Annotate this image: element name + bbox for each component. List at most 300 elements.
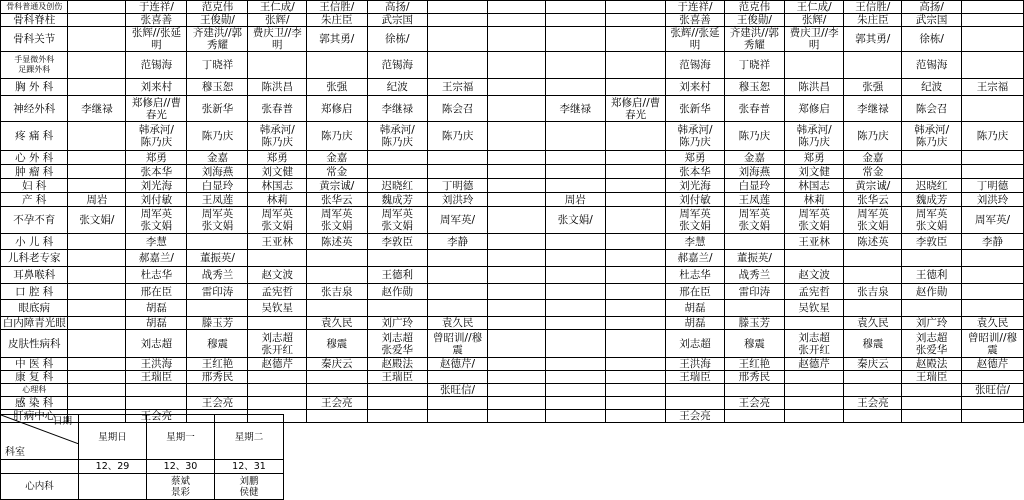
- schedule-row: [1, 234, 1024, 250]
- doctor-cell: [68, 52, 126, 79]
- doctor-cell: [902, 300, 962, 317]
- doctor-cell: [605, 384, 665, 397]
- doctor-cell: 郝嘉兰/: [666, 250, 725, 267]
- doctor-cell: 袁久民: [961, 317, 1023, 330]
- doctor-cell: [902, 250, 962, 267]
- doctor-cell: 王亚林: [784, 234, 843, 250]
- doctor-cell: 王凤莲: [724, 193, 784, 207]
- doctor-cell: 王洪海: [666, 358, 725, 371]
- doctor-cell: [427, 397, 487, 410]
- doctor-cell: [902, 410, 962, 423]
- date-sunday: 12、29: [79, 460, 147, 474]
- doctor-cell: 范锡海: [126, 52, 187, 79]
- doctor-cell: [605, 122, 665, 151]
- schedule-row: [1, 193, 1024, 207]
- doctor-cell: [488, 234, 545, 250]
- doctor-cell: 齐建洪//郭秀耀: [724, 27, 784, 52]
- doctor-cell: 袁久民: [427, 317, 487, 330]
- doctor-cell: 于连祥/: [666, 1, 725, 14]
- doctor-cell: 张喜善: [666, 14, 725, 27]
- doctor-cell: [488, 52, 545, 79]
- doctor-cell: 李继禄: [844, 96, 902, 122]
- doctor-cell: [488, 79, 545, 96]
- doctor-cell: [545, 330, 605, 358]
- doctor-cell: 董振英/: [724, 250, 784, 267]
- doctor-cell: [367, 410, 427, 423]
- doctor-cell: [605, 79, 665, 96]
- doctor-cell: [784, 317, 843, 330]
- doctor-cell: [307, 410, 367, 423]
- doctor-cell: 张新华: [187, 96, 248, 122]
- doctor-cell: 雷印涛: [724, 284, 784, 300]
- doctor-cell: 邢秀民: [187, 371, 248, 384]
- doctor-cell: 王瑞臣: [126, 371, 187, 384]
- doctor-cell: 郑修启: [307, 96, 367, 122]
- doctor-cell: 常金: [307, 165, 367, 179]
- doctor-cell: 于连祥/: [126, 1, 187, 14]
- doctor-cell: 韩承河/ 陈乃庆: [784, 122, 843, 151]
- schedule-row: [1, 122, 1024, 151]
- department-name: 手显微外科 足踝外科: [1, 52, 68, 79]
- doctor-cell: 李静: [427, 234, 487, 250]
- doctor-cell: [666, 397, 725, 410]
- doctor-cell: [367, 384, 427, 397]
- doctor-cell: 王德利: [367, 267, 427, 284]
- doctor-cell: 王瑞臣: [666, 371, 725, 384]
- doctor-cell: [545, 250, 605, 267]
- doctor-cell: [605, 193, 665, 207]
- department-name: 骨科脊柱: [1, 14, 68, 27]
- doctor-cell: 费庆卫//李明: [248, 27, 307, 52]
- schedule-row: [1, 371, 1024, 384]
- doctor-cell: 赵德芹: [961, 358, 1023, 371]
- doctor-cell: 常金: [844, 165, 902, 179]
- schedule-row: [1, 384, 1024, 397]
- department-name: 皮肤性病科: [1, 330, 68, 358]
- doctor-cell: [545, 384, 605, 397]
- doctor-cell: 王俊勋/: [187, 14, 248, 27]
- doctor-cell: [784, 384, 843, 397]
- doctor-cell: 周军英 张文娟: [307, 207, 367, 234]
- doctor-cell: [187, 384, 248, 397]
- doctor-cell: 王会亮: [187, 397, 248, 410]
- doctor-cell: [427, 27, 487, 52]
- doctor-cell: [488, 284, 545, 300]
- doctor-cell: 孟宪哲: [248, 284, 307, 300]
- doctor-cell: 滕玉芳: [187, 317, 248, 330]
- doctor-cell: [784, 410, 843, 423]
- doctor-cell: 穆玉恕: [187, 79, 248, 96]
- doctor-cell: 王仁成/: [784, 1, 843, 14]
- department-name: 心理科: [1, 384, 68, 397]
- doctor-cell: 郑修启: [784, 96, 843, 122]
- doctor-cell: 王会亮: [666, 410, 725, 423]
- doctor-cell: [488, 358, 545, 371]
- doctor-cell: 穆震: [307, 330, 367, 358]
- doctor-cell: [666, 384, 725, 397]
- doctor-cell: [68, 250, 126, 267]
- doctor-cell: [605, 317, 665, 330]
- doctor-cell: [367, 397, 427, 410]
- doctor-cell: [605, 371, 665, 384]
- doctor-cell: 王信胜/: [844, 1, 902, 14]
- doctor-cell: 杜志华: [666, 267, 725, 284]
- doctor-cell: [545, 52, 605, 79]
- doctor-cell: [961, 300, 1023, 317]
- doctor-cell: 林国志: [248, 179, 307, 193]
- schedule-row: [1, 330, 1024, 358]
- doctor-cell: [724, 410, 784, 423]
- doctor-cell: 张文娟/: [68, 207, 126, 234]
- doctor-cell: [961, 1, 1023, 14]
- doctor-cell: 韩承河/ 陈乃庆: [902, 122, 962, 151]
- doctor-cell: 陈洪昌: [784, 79, 843, 96]
- doctor-cell: 刘广玲: [902, 317, 962, 330]
- doctor-cell: [545, 371, 605, 384]
- doctor-cell: 朱庄臣: [844, 14, 902, 27]
- doctor-cell: [427, 284, 487, 300]
- doctor-cell: [545, 14, 605, 27]
- doctor-cell: 李敦臣: [367, 234, 427, 250]
- doctor-cell: [784, 52, 843, 79]
- doctor-cell: 迟晓红: [902, 179, 962, 193]
- doctor-cell: [961, 165, 1023, 179]
- doctor-cell: 周军英 张文娟: [248, 207, 307, 234]
- doctor-cell: 赵德芹: [784, 358, 843, 371]
- corner-date-label: 日期: [52, 416, 72, 427]
- doctor-cell: [307, 52, 367, 79]
- doctor-cell: 胡磊: [666, 300, 725, 317]
- doctor-cell: [961, 250, 1023, 267]
- doctor-cell: 王会亮: [844, 397, 902, 410]
- doctor-cell: 陈述英: [844, 234, 902, 250]
- doctor-cell: [307, 371, 367, 384]
- doctor-cell: 范克伟: [187, 1, 248, 14]
- doctor-cell: 韩承河/ 陈乃庆: [666, 122, 725, 151]
- department-name: 肝病中心: [1, 410, 68, 423]
- doctor-cell: 刘海燕: [724, 165, 784, 179]
- doctor-cell: [844, 384, 902, 397]
- doctor-cell: 王宗福: [961, 79, 1023, 96]
- doctor-cell: 陈会召: [902, 96, 962, 122]
- doctor-cell: [545, 151, 605, 165]
- doctor-cell: [545, 317, 605, 330]
- doctor-cell: [488, 317, 545, 330]
- doctor-cell: 周岩: [545, 193, 605, 207]
- doctor-cell: [605, 27, 665, 52]
- doctor-cell: 曾昭训//穆震: [427, 330, 487, 358]
- doctor-cell: [844, 52, 902, 79]
- doctor-cell: 胡磊: [666, 317, 725, 330]
- doctor-cell: 周军英 张文娟: [724, 207, 784, 234]
- doctor-cell: [488, 250, 545, 267]
- doctor-cell: [545, 267, 605, 284]
- doctor-cell: 刘来村: [666, 79, 725, 96]
- doctor-cell: 周军英/: [961, 207, 1023, 234]
- doctor-cell: [248, 250, 307, 267]
- doctor-cell: 范锡海: [902, 52, 962, 79]
- doctor-cell: 王瑞臣: [902, 371, 962, 384]
- doctor-cell: [605, 151, 665, 165]
- doctor-cell: 魏成芳: [367, 193, 427, 207]
- doctor-cell: 穆玉恕: [724, 79, 784, 96]
- department-name: 胸 外 科: [1, 79, 68, 96]
- corner-dept-label: 科室: [5, 447, 25, 458]
- doctor-cell: [68, 1, 126, 14]
- schedule-row: [1, 207, 1024, 234]
- doctor-cell: 张本华: [666, 165, 725, 179]
- department-name: 眼底病: [1, 300, 68, 317]
- department-name: 中 医 科: [1, 358, 68, 371]
- doctor-cell: 王会亮: [724, 397, 784, 410]
- doctor-cell: [367, 250, 427, 267]
- doctor-cell: [545, 122, 605, 151]
- doctor-cell: [68, 165, 126, 179]
- doctor-cell: 张辉/: [248, 14, 307, 27]
- doctor-cell: [605, 267, 665, 284]
- doctor-cell: 陈乃庆: [427, 122, 487, 151]
- doctor-cell: [68, 397, 126, 410]
- doctor-cell: 袁久民: [844, 317, 902, 330]
- doctor-cell: 韩承河/ 陈乃庆: [367, 122, 427, 151]
- schedule-row: [1, 250, 1024, 267]
- doctor-cell: 白显玲: [724, 179, 784, 193]
- doctor-cell: 刘光海: [126, 179, 187, 193]
- doctor-cell: 王信胜/: [307, 1, 367, 14]
- doctor-cell: 曾昭训//穆震: [961, 330, 1023, 358]
- doctor-cell: 郭其勇/: [307, 27, 367, 52]
- department-name: 感 染 科: [1, 397, 68, 410]
- doctor-cell: 徐栋/: [902, 27, 962, 52]
- doctor-cell: [68, 284, 126, 300]
- doctor-cell: 武宗国: [367, 14, 427, 27]
- doctor-cell: [367, 300, 427, 317]
- doctor-cell: 刘志超: [666, 330, 725, 358]
- doctor-cell: 刘来村: [126, 79, 187, 96]
- doctor-cell: 周军英 张文娟: [367, 207, 427, 234]
- doctor-cell: [961, 267, 1023, 284]
- doctor-cell: 高扬/: [367, 1, 427, 14]
- doctor-cell: 赵德芹/: [427, 358, 487, 371]
- doctor-cell: 王红艳: [724, 358, 784, 371]
- doctor-cell: 雷印涛: [187, 284, 248, 300]
- doctor-cell: 李慧: [126, 234, 187, 250]
- doctor-cell: 张吉泉: [307, 284, 367, 300]
- doctor-cell: 郭其勇/: [844, 27, 902, 52]
- doctor-cell: 李慧: [666, 234, 725, 250]
- doctor-cell: 王红艳: [187, 358, 248, 371]
- doctor-cell: [545, 397, 605, 410]
- department-name: 耳鼻喉科: [1, 267, 68, 284]
- doctor-cell: [427, 267, 487, 284]
- doctor-cell: [427, 1, 487, 14]
- doctor-cell: [367, 165, 427, 179]
- doctor-cell: [68, 179, 126, 193]
- doctor-cell: 金嘉: [724, 151, 784, 165]
- doctor-cell: 黄宗诚/: [844, 179, 902, 193]
- doctor-cell: 范锡海: [367, 52, 427, 79]
- doctor-cell: 陈乃庆: [844, 122, 902, 151]
- doctor-cell: 陈乃庆: [187, 122, 248, 151]
- doctor-cell: [605, 358, 665, 371]
- date-department-corner: [1, 415, 79, 460]
- doctor-cell: [427, 165, 487, 179]
- doctor-cell: [961, 410, 1023, 423]
- doctor-cell: 丁明德: [961, 179, 1023, 193]
- weekday-sunday: 星期日: [79, 415, 147, 460]
- doctor-cell: [488, 165, 545, 179]
- doctor-cell: [545, 27, 605, 52]
- doctor-cell: 张旺信/: [427, 384, 487, 397]
- doctor-cell: 刘志超 张爱华: [902, 330, 962, 358]
- doctor-cell: 迟晓红: [367, 179, 427, 193]
- doctor-cell: [488, 384, 545, 397]
- doctor-cell: [961, 371, 1023, 384]
- doctor-cell: 刘文健: [248, 165, 307, 179]
- doctor-cell: 胡磊: [126, 300, 187, 317]
- doctor-cell: 张华云: [844, 193, 902, 207]
- doctor-cell: 刘海燕: [187, 165, 248, 179]
- doctor-cell: 吴钦星: [248, 300, 307, 317]
- doctor-cell: [545, 300, 605, 317]
- doctor-cell: 张辉/: [784, 14, 843, 27]
- doctor-cell: 韩承河/ 陈乃庆: [248, 122, 307, 151]
- doctor-cell: 刘志超: [126, 330, 187, 358]
- doctor-cell: 张华云: [307, 193, 367, 207]
- doctor-cell: 陈乃庆: [961, 122, 1023, 151]
- doctor-cell: 郑勇: [248, 151, 307, 165]
- doctor-cell: 张强: [307, 79, 367, 96]
- doctor-cell: [545, 179, 605, 193]
- weekday-monday: 星期一: [147, 415, 215, 460]
- doctor-cell: 赵德芹: [248, 358, 307, 371]
- doctor-cell: 吴钦星: [784, 300, 843, 317]
- department-name: 小 儿 科: [1, 234, 68, 250]
- cardiology-label: 心内科: [1, 474, 79, 500]
- schedule-row: [1, 284, 1024, 300]
- doctor-cell: [307, 267, 367, 284]
- department-name: 儿科老专家: [1, 250, 68, 267]
- doctor-cell: 张本华: [126, 165, 187, 179]
- schedule-row: [1, 79, 1024, 96]
- doctor-cell: 王洪海: [126, 358, 187, 371]
- doctor-cell: 陈述英: [307, 234, 367, 250]
- doctor-cell: [605, 14, 665, 27]
- doctor-cell: [902, 151, 962, 165]
- doctor-cell: [427, 300, 487, 317]
- doctor-cell: 刘广玲: [367, 317, 427, 330]
- doctor-cell: 林莉: [248, 193, 307, 207]
- doctor-cell: [248, 397, 307, 410]
- doctor-cell: 陈乃庆: [307, 122, 367, 151]
- doctor-cell: [126, 384, 187, 397]
- doctor-cell: [427, 250, 487, 267]
- doctor-cell: 张旺信/: [961, 384, 1023, 397]
- doctor-cell: 黄宗诚/: [307, 179, 367, 193]
- doctor-cell: [844, 410, 902, 423]
- department-name: 白内障青光眼: [1, 317, 68, 330]
- doctor-cell: 郑勇: [126, 151, 187, 165]
- doctor-cell: 丁明德: [427, 179, 487, 193]
- doctor-cell: 李敦臣: [902, 234, 962, 250]
- doctor-cell: [68, 14, 126, 27]
- doctor-cell: 战秀兰: [724, 267, 784, 284]
- doctor-cell: [605, 179, 665, 193]
- doctor-cell: 战秀兰: [187, 267, 248, 284]
- doctor-cell: [902, 397, 962, 410]
- doctor-cell: [902, 165, 962, 179]
- schedule-row: [1, 317, 1024, 330]
- doctor-cell: 张吉泉: [844, 284, 902, 300]
- doctor-cell: [248, 317, 307, 330]
- doctor-cell: 周军英 张文娟: [666, 207, 725, 234]
- doctor-cell: [248, 52, 307, 79]
- schedule-row: [1, 96, 1024, 122]
- department-name: 口 腔 科: [1, 284, 68, 300]
- doctor-cell: 王亚林: [248, 234, 307, 250]
- doctor-cell: [545, 1, 605, 14]
- doctor-cell: 齐建洪//郭秀耀: [187, 27, 248, 52]
- doctor-cell: [68, 267, 126, 284]
- doctor-cell: 费庆卫//李明: [784, 27, 843, 52]
- doctor-cell: 赵文波: [248, 267, 307, 284]
- doctor-cell: [187, 234, 248, 250]
- doctor-cell: 刘光海: [666, 179, 725, 193]
- doctor-cell: [488, 300, 545, 317]
- doctor-cell: [961, 397, 1023, 410]
- doctor-cell: [427, 410, 487, 423]
- schedule-row: [1, 358, 1024, 371]
- doctor-cell: 郑勇: [666, 151, 725, 165]
- date-monday: 12、30: [147, 460, 215, 474]
- doctor-cell: [545, 284, 605, 300]
- doctor-cell: [605, 207, 665, 234]
- department-name: 妇 科: [1, 179, 68, 193]
- doctor-cell: 陈会召: [427, 96, 487, 122]
- schedule-row: [1, 14, 1024, 27]
- cardiology-schedule-table: [0, 414, 284, 500]
- department-name: 疼 痛 科: [1, 122, 68, 151]
- doctor-cell: [605, 52, 665, 79]
- doctor-cell: 邢在臣: [666, 284, 725, 300]
- doctor-cell: 穆震: [724, 330, 784, 358]
- doctor-cell: 王俊勋/: [724, 14, 784, 27]
- doctor-cell: 王仁成/: [248, 1, 307, 14]
- doctor-cell: [784, 371, 843, 384]
- doctor-cell: 金嘉: [187, 151, 248, 165]
- doctor-cell: [488, 267, 545, 284]
- doctor-cell: 魏成芳: [902, 193, 962, 207]
- doctor-cell: [961, 151, 1023, 165]
- doctor-cell: [844, 371, 902, 384]
- doctor-cell: 赵殿法: [902, 358, 962, 371]
- doctor-cell: [961, 14, 1023, 27]
- doctor-cell: [307, 250, 367, 267]
- doctor-cell: 刘志超 张爱华: [367, 330, 427, 358]
- doctor-cell: [605, 330, 665, 358]
- doctor-cell: [488, 151, 545, 165]
- doctor-cell: [68, 234, 126, 250]
- doctor-cell: [68, 122, 126, 151]
- doctor-cell: 林莉: [784, 193, 843, 207]
- doctor-cell: [488, 410, 545, 423]
- doctor-cell: 刘洪玲: [961, 193, 1023, 207]
- doctor-cell: [187, 300, 248, 317]
- cardiology-monday: 蔡斌 景彩: [147, 474, 215, 500]
- doctor-cell: [488, 1, 545, 14]
- doctor-cell: [427, 371, 487, 384]
- doctor-cell: [605, 1, 665, 14]
